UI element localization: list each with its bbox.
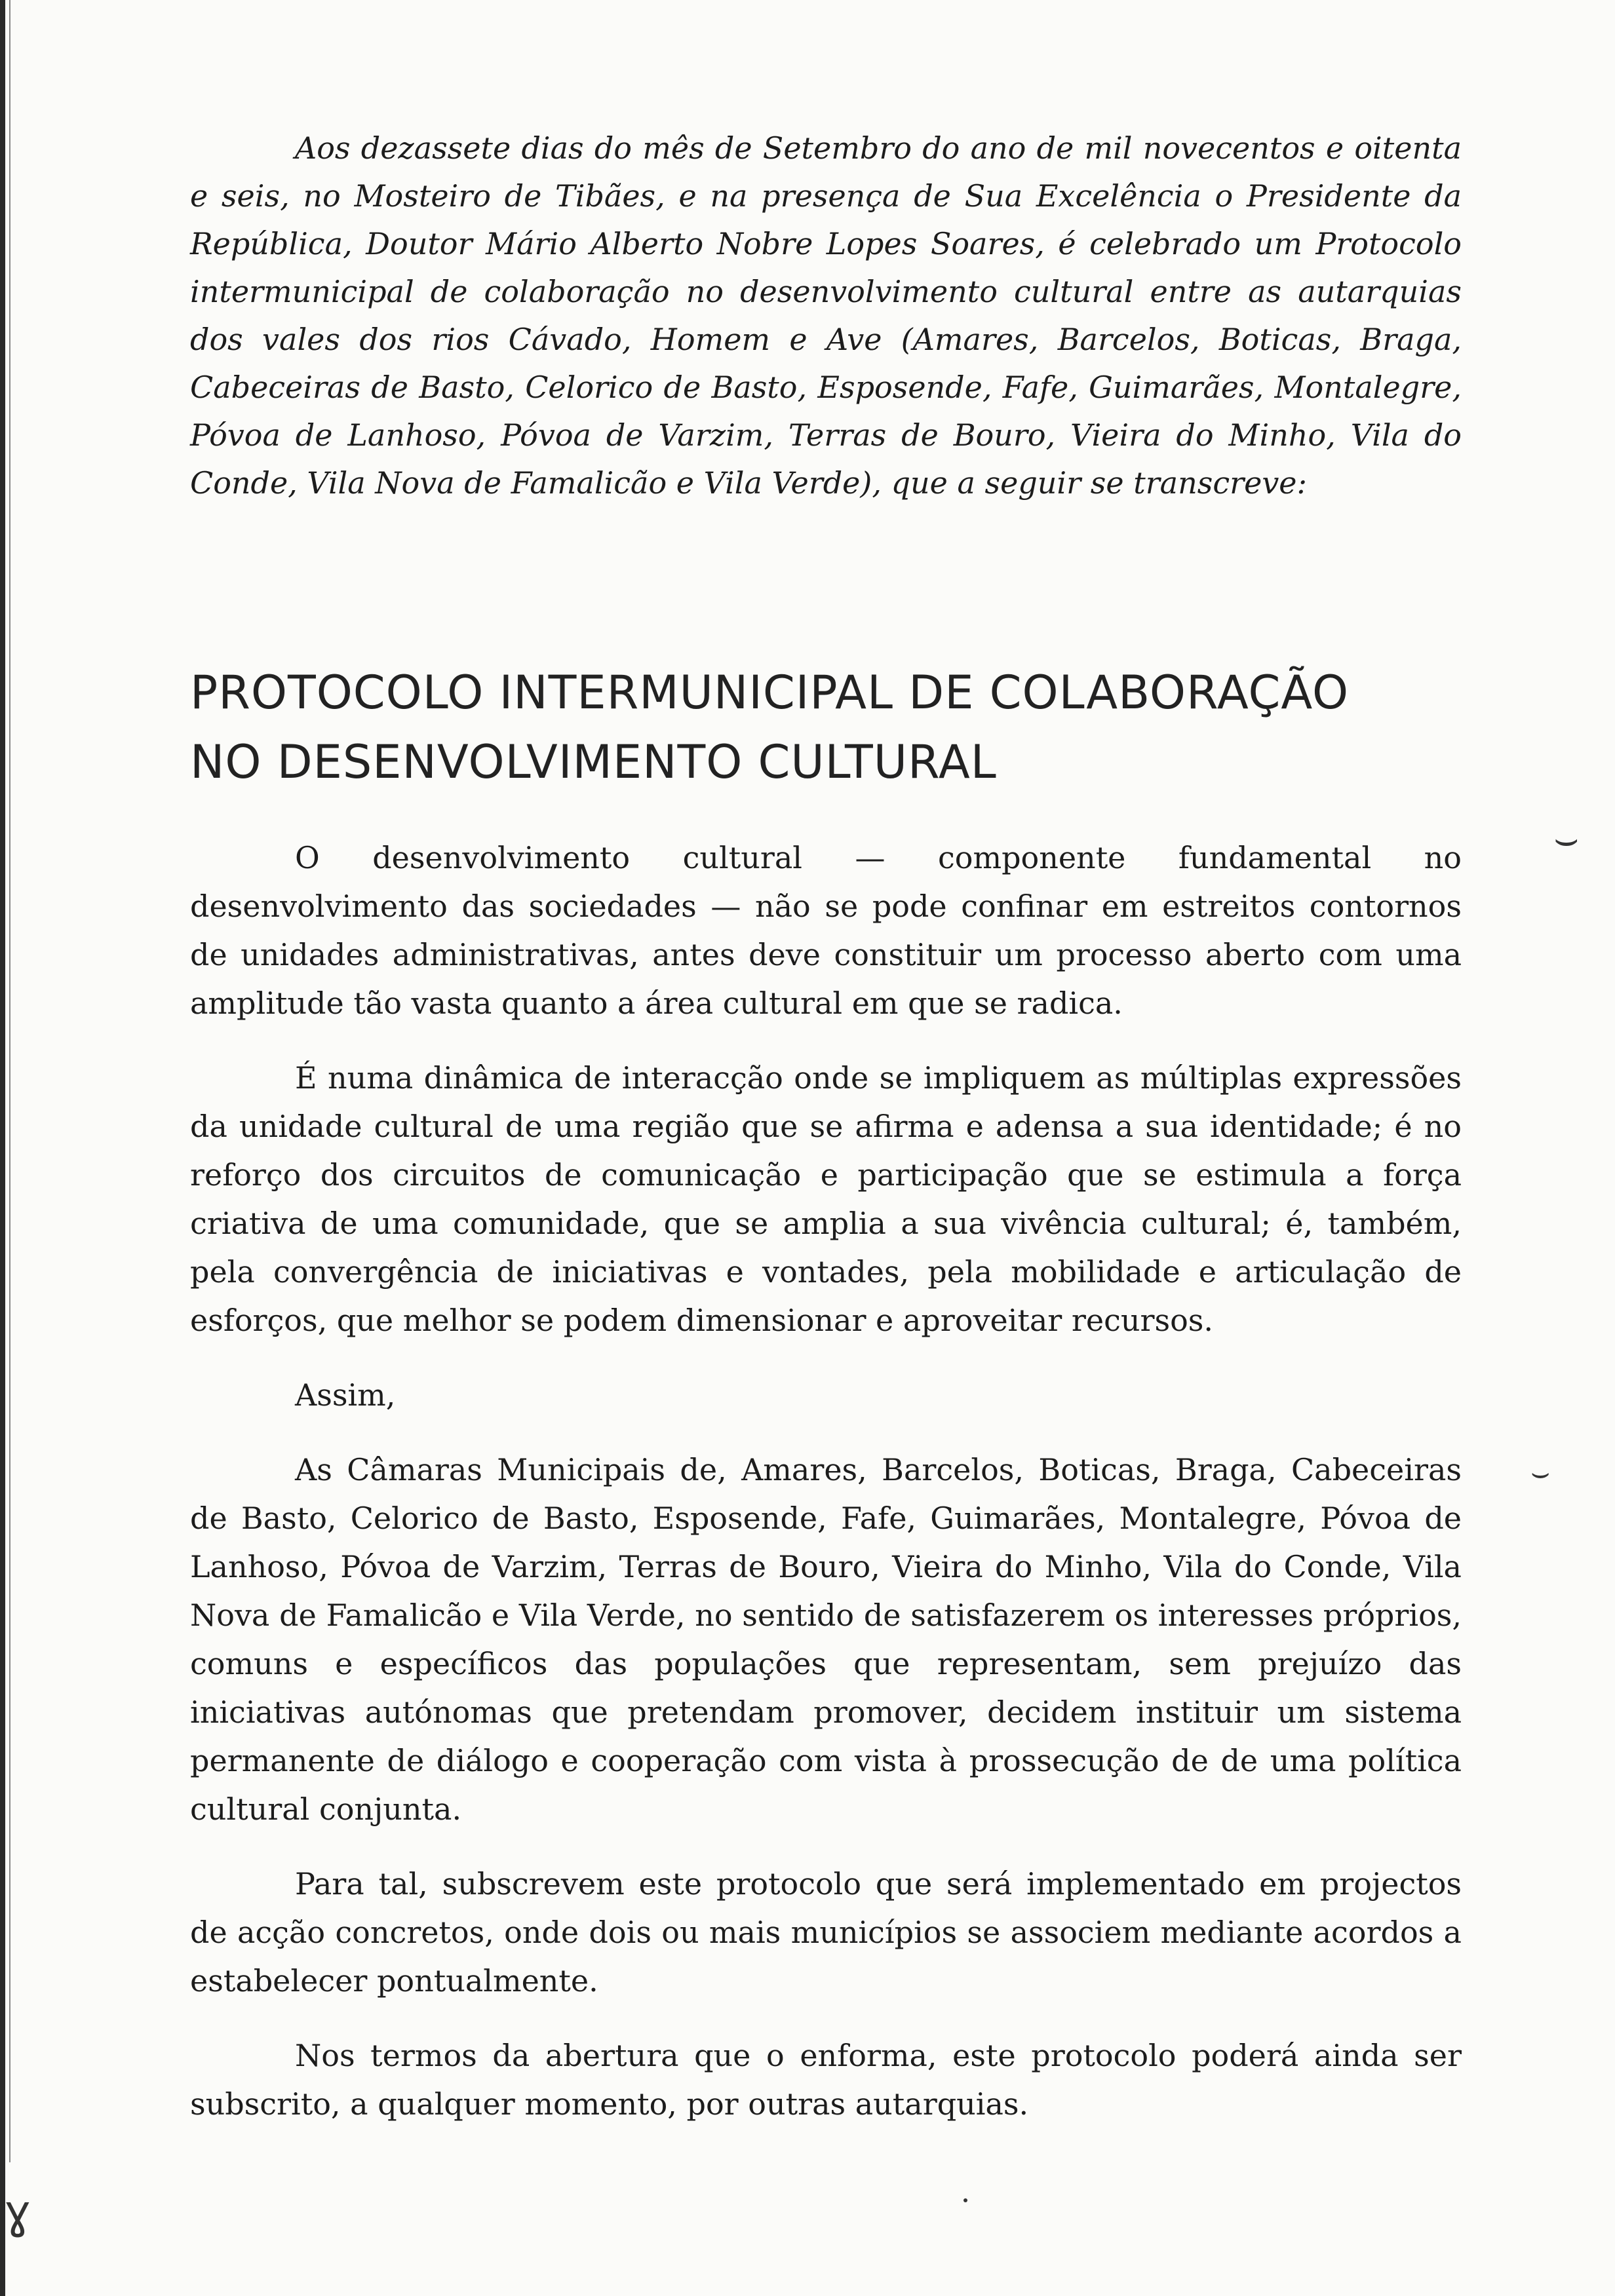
protocol-title — [190, 658, 1462, 797]
paragraph-1: O desenvolvimento cultural — componente fundamental no desenvolvimento das sociedades — não se pode confinar em estreitos contornos de unidades administrativas, antes deve constituir um processo aberto com uma amplitude tão vasta quanto a área cultural em que se radica. — [190, 840, 1462, 1021]
margin-check-mark: ⌣ — [1553, 816, 1580, 862]
paragraph-5: Para tal, subscrevem este protocolo que será implementado em projectos de acção concretos, onde dois ou mais municípios se associem mediante acordos a estabelecer pontualmente. — [190, 1866, 1462, 1999]
margin-mark: ɣ — [4, 2185, 31, 2239]
paragraph-6: Nos termos da abertura que o enforma, este protocolo poderá ainda ser subscrito, a qualquer momento, por outras autarquias. — [190, 2038, 1462, 2122]
scan-border-line — [9, 0, 10, 2162]
title-line-1: PROTOCOLO INTERMUNICIPAL DE COLABORAÇÃO — [190, 666, 1350, 719]
document-content — [190, 124, 1462, 2128]
scan-speck — [963, 2198, 967, 2202]
paragraph-2: É numa dinâmica de interacção onde se impliquem as múltiplas expressões da unidade cultural de uma região que se afirma e adensa a sua identidade; é no reforço dos circuitos de comunicação e participação que se estimula a força criativa de uma comunidade, que se amplia a sua vivência cultural; é, também, pela convergência de iniciativas e vontades, pela mobilidade e articulação de esforços, que melhor se podem dimensionar e aproveitar recursos. — [190, 1060, 1462, 1338]
intro-paragraph: Aos dezassete dias do mês de Setembro do ano de mil novecentos e oitenta e seis, no Mosteiro de Tibães, e na presença de Sua Excelência o Presidente da República, Doutor Mário Alberto Nobre Lopes Soares, é celebrado um Protocolo intermunicipal de colaboração no desenvolvimento cultural entre as autarquias dos vales dos rios Cávado, Homem e Ave (Amares, Barcelos, Boticas, Braga, Cabeceiras de Basto, Celorico de Basto, Esposende, Fafe, Guimarães, Montalegre, Póvoa de Lanhoso, Póvoa de Varzim, Terras de Bouro, Vieira do Minho, Vila do Conde, Vila Nova de Famalicão e Vila Verde), que a seguir se transcreve: — [190, 130, 1462, 501]
paragraph-4: As Câmaras Municipais de, Amares, Barcelos, Boticas, Braga, Cabeceiras de Basto, Celorico de Basto, Esposende, Fafe, Guimarães, Montalegre, Póvoa de Lanhoso, Póvoa de Varzim, Terras de Bouro, Vieira do Minho, Vila do Conde, Vila Nova de Famalicão e Vila Verde, no sentido de satisfazerem os interesses próprios, comuns e específicos das populações que representam, sem prejuízo das iniciativas autónomas que pretendam promover, decidem instituir um sistema permanente de diálogo e cooperação com vista à prossecução de de uma política cultural conjunta. — [190, 1452, 1462, 1827]
margin-check-mark: ⌣ — [1530, 1455, 1551, 1490]
scan-border — [0, 0, 5, 2296]
paragraph-3: Assim, — [295, 1377, 396, 1413]
title-line-2: NO DESENVOLVIMENTO CULTURAL — [190, 735, 997, 789]
